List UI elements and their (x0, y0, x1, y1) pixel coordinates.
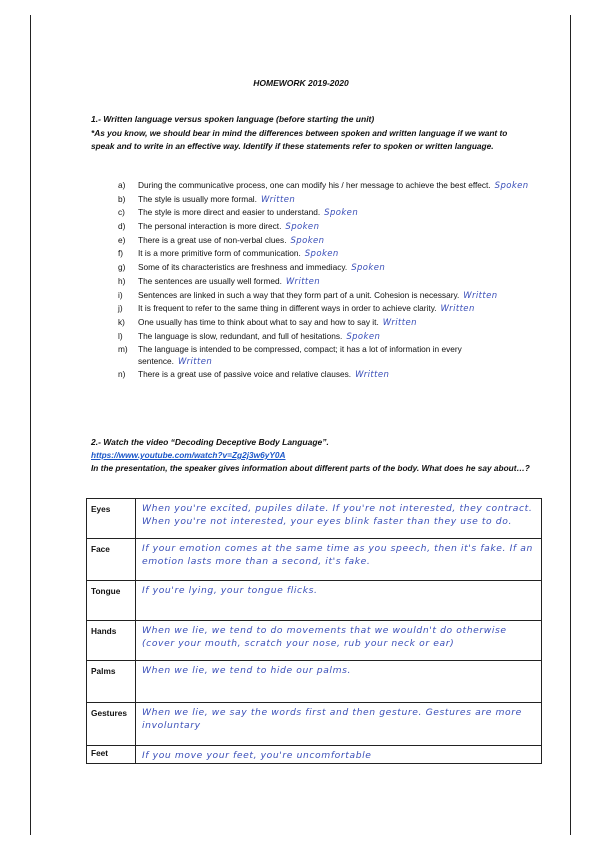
statement-answer: Spoken (304, 249, 339, 260)
table-row (87, 621, 542, 661)
statement-letter: i) (118, 289, 123, 300)
statement-letter: b) (118, 193, 126, 204)
statement-letter: a) (118, 180, 126, 190)
statement-letter: k) (118, 316, 125, 327)
handwritten-answer: If you're lying, your tongue flicks. (142, 585, 318, 596)
answer-cell (136, 703, 542, 746)
statement-letter: e) (118, 234, 126, 245)
table-row (87, 581, 542, 621)
statement-text: There is a great use of passive voice and relative clauses. (138, 369, 352, 380)
statement-answer: Spoken (285, 222, 320, 233)
statement-item (118, 369, 538, 382)
handwritten-answer: When we lie, we tend to hide our palms. (142, 665, 352, 676)
section1-title: 1.- Written language versus spoken language (before starting the unit) (91, 114, 375, 124)
statement-answer: Spoken (346, 331, 381, 342)
statement-answer: Spoken (290, 235, 325, 246)
statement-item (118, 303, 538, 316)
body-part-label: Palms (87, 661, 136, 703)
statement-answer: Spoken (324, 208, 359, 219)
statement-letter: m) (118, 344, 128, 355)
handwritten-answer: When you're excited, pupiles dilate. If you're not interested, they contract. When you're not interested, your eyes blink faster than they use to do. (142, 503, 533, 527)
statement-item (118, 317, 538, 330)
handwritten-answer: When we lie, we say the words first and then gesture. Gestures are more involuntary (142, 707, 522, 731)
statement-answer: Written (177, 356, 213, 367)
section1-intro: *As you know, we should bear in mind the differences between spoken and written language if we want to speak and to write in an effective way. Identify if these statements refer to spoken or written language. (91, 128, 508, 151)
table-row (87, 661, 542, 703)
statement-answer: Written (382, 317, 417, 328)
section2-intro: In the presentation, the speaker gives information about different parts of the body. What does he say about…? (91, 463, 530, 473)
statement-item (118, 276, 538, 289)
statement-text: It is frequent to refer to the same thing in different ways in order to achieve clarity. (138, 303, 437, 314)
statement-item (118, 207, 538, 220)
body-part-label: Tongue (87, 581, 136, 621)
answer-cell (136, 621, 542, 661)
table-row (87, 746, 542, 764)
body-part-label: Face (87, 539, 136, 581)
statement-answer: Written (440, 304, 475, 315)
handwritten-answer: If your emotion comes at the same time as you speech, then it's fake. If an emotion lasts more than a second, it's fake. (142, 543, 533, 567)
statement-text: The personal interaction is more direct. (138, 221, 282, 232)
handwritten-answer: If you move your feet, you're uncomfortable (142, 750, 372, 761)
statement-letter: g) (118, 262, 126, 273)
handwritten-answer: When we lie, we tend to do movements that we wouldn't do otherwise (cover your mouth, scratch your nose, rub your neck or ear) (142, 625, 507, 649)
statement-text: The style is usually more formal. (138, 193, 257, 204)
table-row (87, 539, 542, 581)
statement-letter: c) (118, 207, 125, 218)
answer-cell (136, 499, 542, 539)
body-part-label: Gestures (87, 703, 136, 746)
statement-item (118, 262, 538, 275)
body-language-table (86, 498, 542, 764)
statement-answer: Written (285, 276, 321, 287)
statement-text: Sentences are linked in such a way that they form part of a unit. Cohesion is necessary. (138, 289, 460, 300)
statement-answer: Written (260, 194, 296, 205)
statement-answer: Written (463, 290, 498, 301)
statement-item (118, 180, 538, 193)
statement-text: One usually has time to think about what to say and how to say it. (138, 316, 379, 327)
statement-text: Some of its characteristics are freshness and immediacy. (138, 262, 348, 273)
answer-cell (136, 581, 542, 621)
statement-item (118, 235, 538, 248)
statement-letter: j) (118, 303, 123, 314)
body-part-label: Eyes (87, 499, 136, 539)
statement-text: It is a more primitive form of communication. (138, 248, 301, 259)
homework-title: HOMEWORK 2019-2020 (253, 78, 349, 88)
statement-item (118, 248, 538, 261)
answer-cell (136, 539, 542, 581)
statement-answer: Spoken (351, 263, 386, 274)
statement-letter: h) (118, 275, 126, 286)
statement-text: The language is intended to be compressed, compact; it has a lot of information in every sentence. (138, 344, 462, 366)
video-link[interactable]: https://www.youtube.com/watch?v=Zg2j3w6yY0A (91, 450, 286, 460)
statement-letter: d) (118, 221, 126, 232)
statement-text: The language is slow, redundant, and full of hesitations. (138, 330, 343, 341)
statement-letter: l) (118, 330, 123, 341)
section2-title: 2.- Watch the video “Decoding Deceptive Body Language”. (91, 437, 329, 447)
statement-text: The sentences are usually well formed. (138, 275, 282, 286)
statement-list (118, 180, 538, 383)
answer-cell (136, 746, 542, 764)
statement-text: There is a great use of non-verbal clues. (138, 234, 287, 245)
statement-answer: Spoken (494, 181, 529, 191)
statement-item (118, 331, 538, 344)
table-row (87, 703, 542, 746)
statement-text: The style is more direct and easier to understand. (138, 207, 321, 218)
body-part-label: Hands (87, 621, 136, 661)
statement-item (118, 221, 538, 234)
statement-letter: n) (118, 369, 126, 380)
statement-text: During the communicative process, one can modify his / her message to achieve the best effect. (138, 180, 491, 190)
body-part-label: Feet (87, 746, 136, 764)
statement-item (118, 194, 538, 207)
answer-cell (136, 661, 542, 703)
table-row (87, 499, 542, 539)
statement-answer: Written (355, 370, 390, 381)
statement-letter: f) (118, 248, 124, 259)
statement-item (118, 290, 538, 303)
statement-item (118, 344, 538, 368)
